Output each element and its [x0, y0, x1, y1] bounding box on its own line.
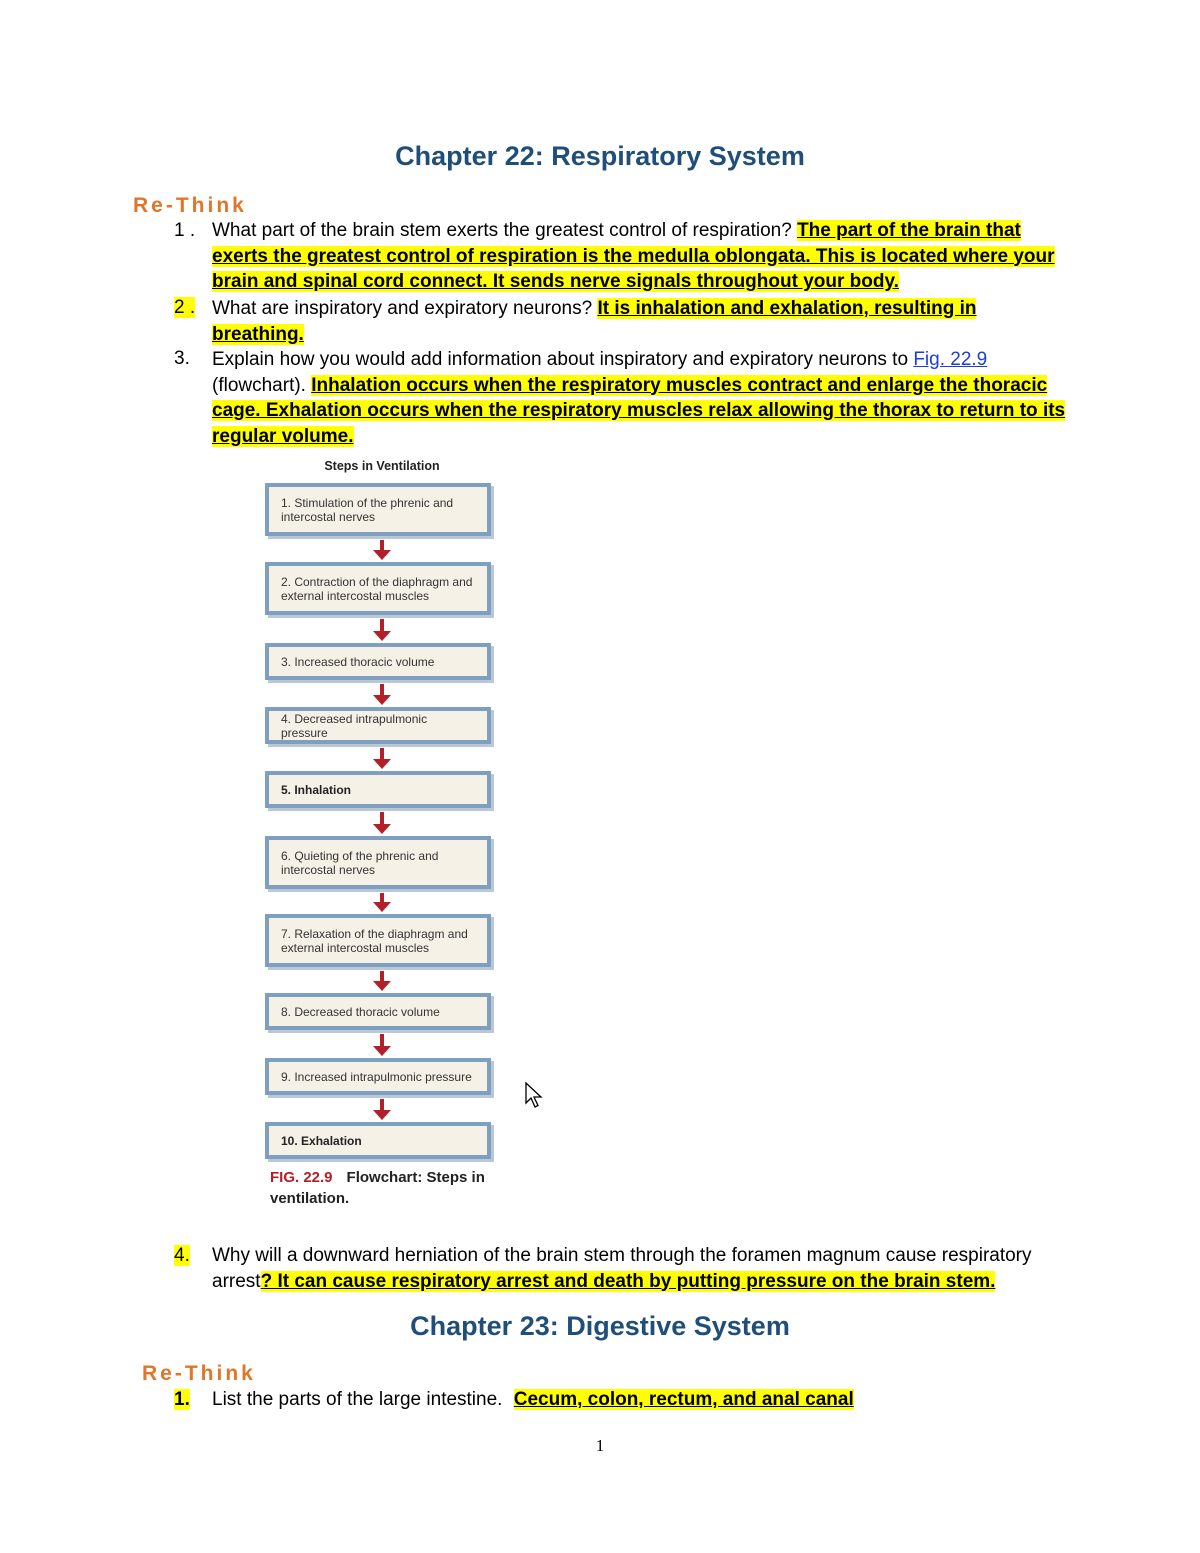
question-2-number: 2 . — [174, 297, 196, 318]
ch23-question-1 — [212, 1387, 1072, 1413]
flowchart-step-3: 3. Increased thoracic volume — [265, 643, 491, 680]
mouse-cursor-icon — [524, 1082, 544, 1110]
flowchart-arrow-icon — [373, 1099, 391, 1120]
flowchart-step-4: 4. Decreased intrapulmonic pressure — [265, 707, 491, 744]
flowchart-arrow-icon — [373, 619, 391, 641]
question-3-number: 3. — [174, 348, 190, 369]
chapter-23-section-heading: Re-Think — [142, 1362, 256, 1385]
question-4-number: 4. — [174, 1245, 190, 1266]
flowchart-title: Steps in Ventilation — [324, 459, 440, 473]
chapter-22-title: Chapter 22: Respiratory System — [395, 141, 805, 171]
question-1-answer: The part of the brain that exerts the greatest control of respiration is the medulla oblongata. This is located where your brain and spinal cord connect. It sends nerve signals throughout your body. — [212, 220, 1055, 292]
flowchart-step-5: 5. Inhalation — [265, 771, 491, 808]
flowchart-step-6: 6. Quieting of the phrenic and intercostal nerves — [265, 836, 491, 889]
question-1-text: What part of the brain stem exerts the greatest control of respiration? — [212, 220, 798, 241]
flowchart-arrow-icon — [373, 893, 391, 912]
flowchart-arrow-icon — [373, 748, 391, 769]
figure-caption-text: Flowchart: Steps in ventilation. — [270, 1169, 485, 1207]
question-3-answer: Inhalation occurs when the respiratory muscles contract and enlarge the thoracic cage. Exhalation occurs when the respiratory muscles relax allowing the thorax to return to its regular volume. — [212, 374, 1066, 447]
question-4 — [212, 1243, 1072, 1294]
figure-caption — [270, 1167, 510, 1209]
chapter-22-section-heading: Re-Think — [133, 194, 247, 217]
ch23-question-1-answer: Cecum, colon, rectum, and anal canal — [513, 1389, 854, 1410]
chapter-23-title: Chapter 23: Digestive System — [410, 1311, 790, 1341]
flowchart-arrow-icon — [373, 1034, 391, 1056]
question-1-number: 1 . — [174, 220, 196, 241]
flowchart-step-8: 8. Decreased thoracic volume — [265, 993, 491, 1030]
flowchart-step-9: 9. Increased intrapulmonic pressure — [265, 1058, 491, 1095]
question-2-answer: It is inhalation and exhalation, resulting in breathing. — [212, 298, 977, 345]
flowchart-step-7: 7. Relaxation of the diaphragm and external intercostal muscles — [265, 914, 491, 967]
flowchart-arrow-icon — [373, 812, 391, 834]
question-1 — [212, 218, 1072, 295]
question-2 — [212, 296, 1072, 347]
question-4-text: Why will a downward herniation of the brain stem through the foramen magnum cause respiratory arrest — [212, 1245, 1032, 1292]
flowchart-arrow-icon — [373, 684, 391, 705]
flowchart-arrow-icon — [373, 540, 391, 560]
ch23-question-1-text: List the parts of the large intestine. — [212, 1389, 508, 1410]
ch23-question-1-number: 1. — [174, 1389, 190, 1410]
question-3-text-start: Explain how you would add information about inspiratory and expiratory neurons to — [212, 349, 914, 370]
flowchart-step-1: 1. Stimulation of the phrenic and intercostal nerves — [265, 483, 491, 536]
question-3 — [212, 347, 1072, 449]
question-3-text-end: (flowchart). — [212, 374, 312, 396]
question-4-answer: ? It can cause respiratory arrest and death by putting pressure on the brain stem. — [260, 1270, 996, 1292]
fig-22-9-link[interactable]: Fig. 22.9 — [913, 349, 988, 370]
question-2-text: What are inspiratory and expiratory neurons? — [212, 298, 598, 319]
page-number: 1 — [595, 1436, 605, 1455]
flowchart-step-2: 2. Contraction of the diaphragm and external intercostal muscles — [265, 562, 491, 615]
figure-number: FIG. 22.9 — [270, 1169, 333, 1186]
flowchart-step-10: 10. Exhalation — [265, 1122, 491, 1159]
flowchart-arrow-icon — [373, 971, 391, 991]
